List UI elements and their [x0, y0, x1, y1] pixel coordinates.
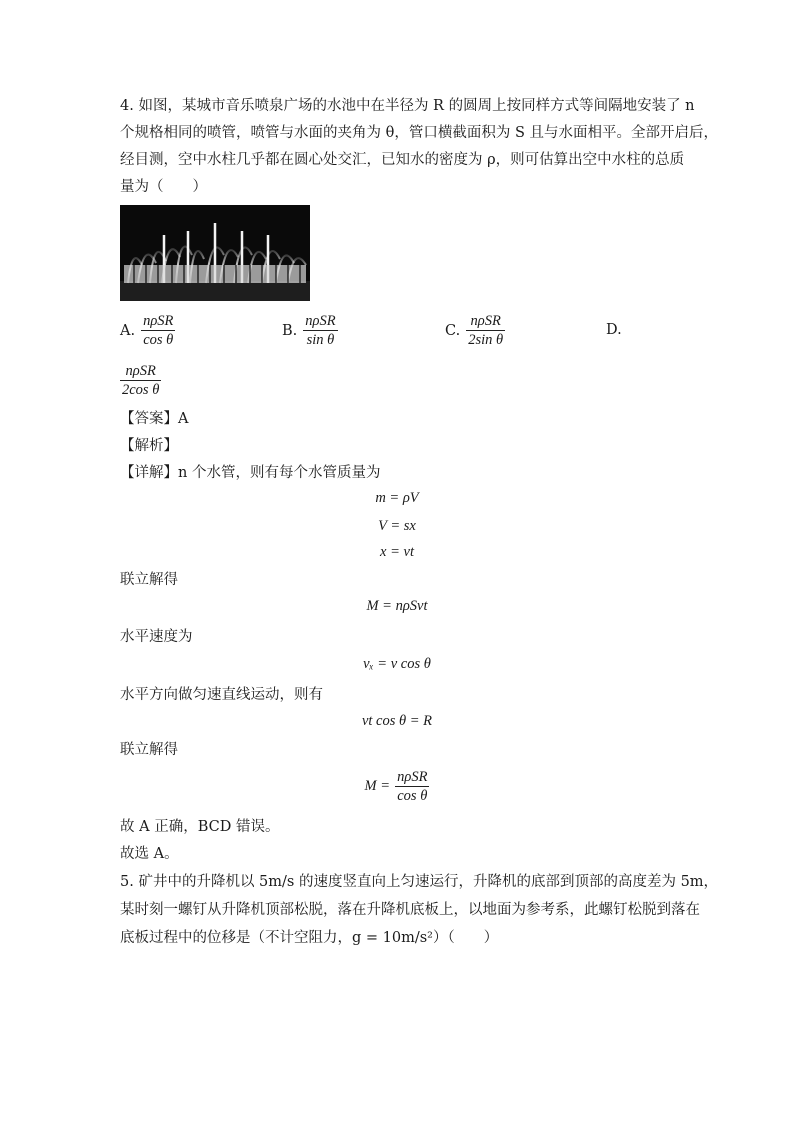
- option-a-label: A.: [120, 322, 136, 339]
- equation-total-mass: M = nρSvt: [366, 598, 428, 614]
- option-c-label: C.: [445, 322, 461, 339]
- option-d[interactable]: [606, 322, 622, 338]
- horizontal-speed-text: 水平速度为: [120, 629, 193, 645]
- option-a-numerator: nρSR: [143, 313, 174, 329]
- option-a-denominator: cos θ: [143, 332, 174, 348]
- final-mass-fraction: [395, 768, 429, 805]
- equation-final-mass: [0, 768, 794, 805]
- option-c-denominator: 2sin θ: [468, 332, 504, 348]
- option-c-fraction: [466, 312, 505, 349]
- option-b-fraction: [303, 312, 337, 349]
- option-a-fraction: [141, 312, 175, 349]
- conclusion: 故 A 正确，BCD 错误。: [120, 819, 280, 835]
- q4-stem-line-2: 个规格相同的喷管，喷管与水面的夹角为 θ，管口横截面积为 S 且与水面相平。全部开启后，: [120, 125, 718, 141]
- q5-stem-line-1: 5. 矿井中的升降机以 5m/s 的速度竖直向上匀速运行，升降机的底部到顶部的高度差为 5m，: [120, 874, 719, 890]
- option-d-body[interactable]: [120, 362, 161, 399]
- option-b[interactable]: [282, 312, 338, 349]
- analysis-heading: 【解析】: [120, 438, 178, 454]
- q4-stem-line-1: 4. 如图，某城市音乐喷泉广场的水池中在半径为 R 的圆周上按同样方式等间隔地安装了 n: [120, 98, 695, 114]
- combine-text-1: 联立解得: [120, 572, 178, 588]
- fountain-illustration: [120, 205, 310, 301]
- answer: 【答案】A: [120, 411, 189, 427]
- uniform-motion-text: 水平方向做匀速直线运动，则有: [120, 687, 323, 703]
- option-a[interactable]: [120, 312, 175, 349]
- option-b-numerator: nρSR: [305, 313, 336, 329]
- equation-volume: V = sx: [378, 518, 416, 534]
- option-c-numerator: nρSR: [470, 313, 501, 329]
- final-mass-lhs: M =: [364, 778, 391, 794]
- final-mass-numerator: nρSR: [397, 769, 428, 785]
- option-b-denominator: sin θ: [306, 332, 335, 348]
- equation-mass: m = ρV: [375, 490, 419, 506]
- q4-stem-line-3: 经目测，空中水柱几乎都在圆心处交汇，已知水的密度为 ρ，则可估算出空中水柱的总质: [120, 152, 685, 168]
- q5-stem-line-2: 某时刻一螺钉从升降机顶部松脱，落在升降机底板上，以地面为参考系，此螺钉松脱到落在: [120, 902, 700, 918]
- option-d-fraction: [120, 362, 161, 399]
- option-b-label: B.: [282, 322, 298, 339]
- option-d-denominator: 2cos θ: [122, 382, 160, 398]
- combine-text-2: 联立解得: [120, 742, 178, 758]
- final-mass-denominator: cos θ: [397, 788, 428, 804]
- equation-horizontal-speed: vₓ = v cos θ: [363, 656, 431, 672]
- final-choice: 故选 A。: [120, 846, 179, 862]
- option-d-label: D.: [606, 322, 622, 338]
- equation-radius: vt cos θ = R: [361, 713, 433, 729]
- fountain-photo: [120, 205, 310, 301]
- q5-stem-line-3: 底板过程中的位移是（不计空阻力，g = 10m/s²）（ ）: [120, 930, 499, 946]
- detail-intro: 【详解】n 个水管，则有每个水管质量为: [120, 465, 381, 481]
- q4-stem-line-4: 量为（ ）: [120, 179, 207, 195]
- option-c[interactable]: [445, 312, 505, 349]
- option-d-numerator: nρSR: [125, 363, 156, 379]
- equation-distance: x = vt: [380, 544, 414, 560]
